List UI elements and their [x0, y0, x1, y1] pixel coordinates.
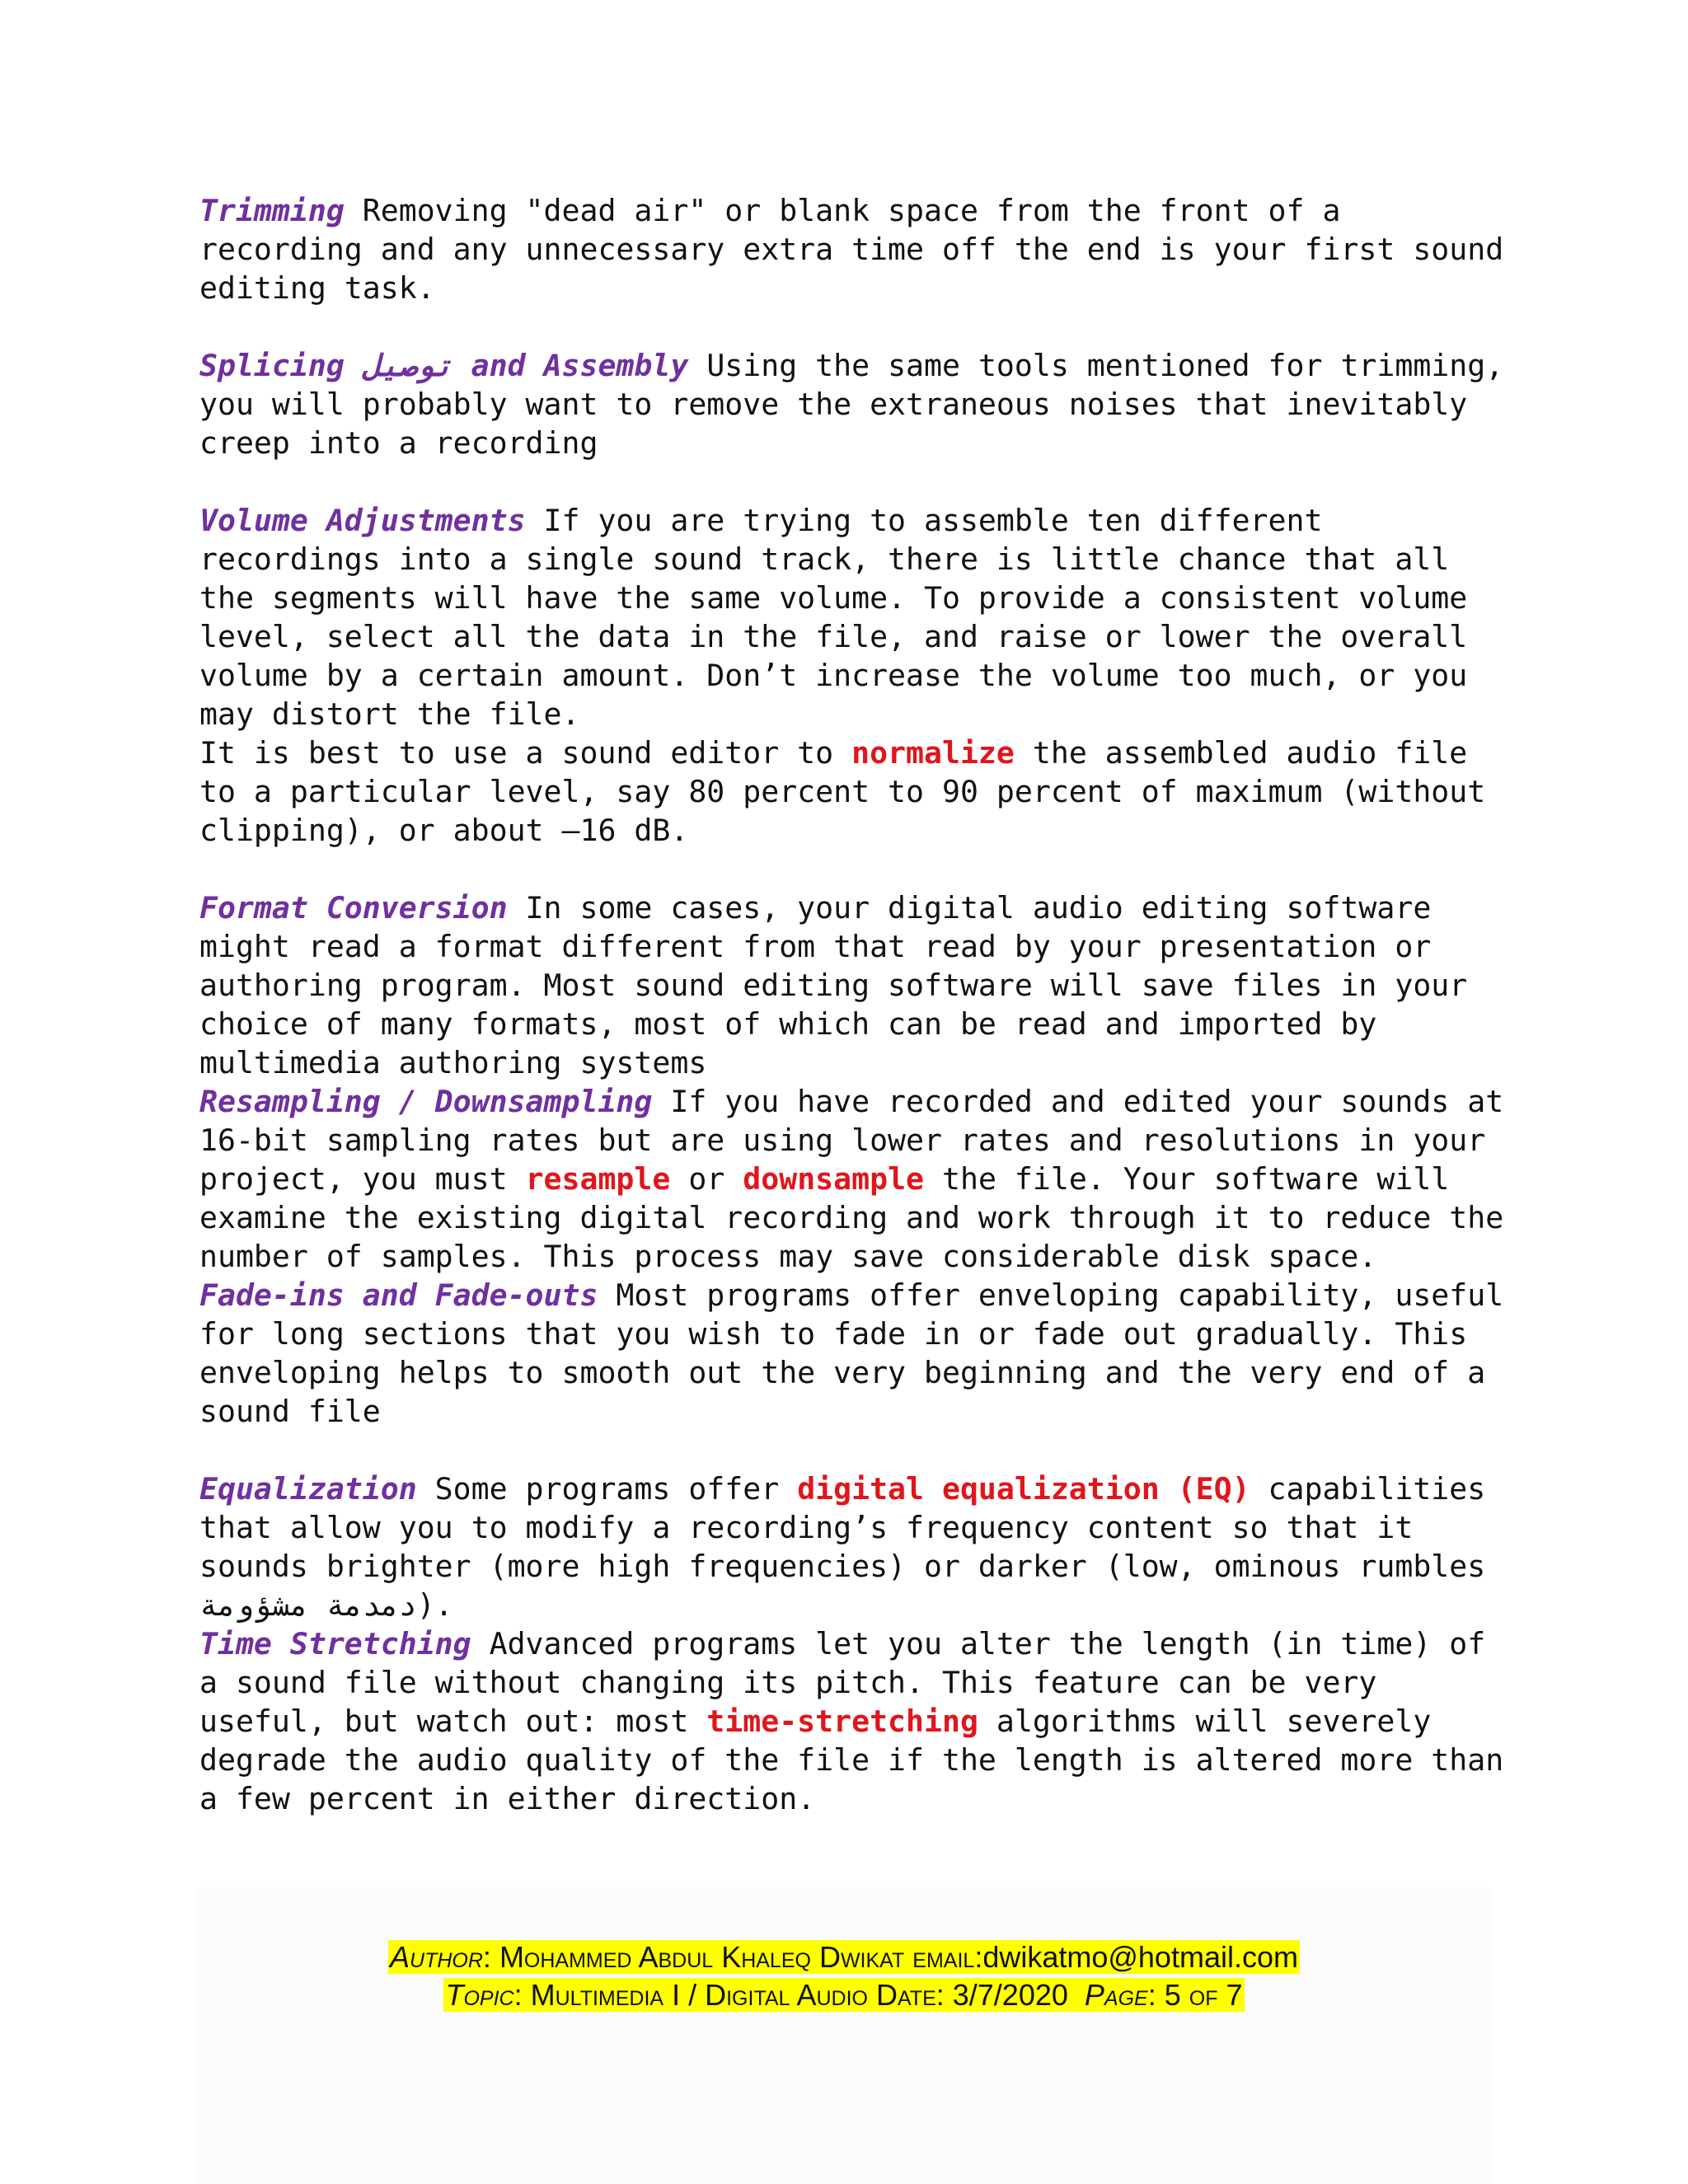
- time-stretching-text-a: Advanced programs let you alter the length (in time) of a sound file without changing its pitch. This feature can be very useful, but watch out: most: [199, 1626, 1486, 1739]
- volume-paragraph: [199, 501, 1518, 733]
- resampling-paragraph: [199, 1082, 1518, 1276]
- fade-text: Most programs offer enveloping capability, useful for long sections that you wish to fade in or fade out gradually. This enveloping helps to smooth out the very beginning and the very end of a sound file: [199, 1277, 1504, 1429]
- page-total: 7: [1226, 1978, 1243, 2012]
- page-footer: [0, 1938, 1688, 2014]
- highlight-digital-eq: digital equalization (EQ): [797, 1471, 1250, 1507]
- date-value: : 3/7/2020: [935, 1978, 1068, 2012]
- author-label: Author: [390, 1940, 483, 1974]
- splicing-text: Using the same tools mentioned for trimming, you will probably want to remove the extraneous noises that inevitably creep into a recording: [199, 348, 1504, 461]
- term-format-conversion: Format Conversion: [199, 890, 508, 926]
- term-fade: Fade-ins and Fade-outs: [199, 1277, 598, 1313]
- term-splicing: Splicing توصيل and Assembly: [199, 348, 689, 383]
- page-tint: [196, 1887, 1492, 2184]
- format-conversion-paragraph: [199, 888, 1518, 1082]
- format-conversion-text: In some cases, your digital audio editing software might read a format different from that read by your presentation or authoring program. Most sound editing software will save files in your choice of many formats, most of which can be read and imported by multimedia authoring systems: [199, 890, 1468, 1080]
- date-label: Date: [867, 1978, 936, 2012]
- trimming-text: Removing "dead air" or blank space from the front of a recording and any unnecessary extra time off the end is your first sound editing task.: [199, 193, 1504, 306]
- page-of: of: [1180, 1978, 1226, 2012]
- author-separator: :: [482, 1940, 499, 1974]
- highlight-normalize: normalize: [851, 735, 1015, 771]
- highlight-resample: resample: [525, 1161, 671, 1197]
- time-stretching-paragraph: [199, 1624, 1518, 1818]
- normalize-paragraph: [199, 733, 1518, 850]
- email-value: :dwikatmo@hotmail.com: [974, 1940, 1298, 1974]
- author-name: Mohammed Abdul Khaleq Dwikat: [499, 1940, 905, 1974]
- equalization-text-a: Some programs offer: [416, 1471, 798, 1507]
- page-label: Page: [1067, 1978, 1148, 2012]
- normalize-text-before: It is best to use a sound editor to: [199, 735, 852, 771]
- footer-line-topic: [0, 1976, 1688, 2014]
- term-equalization: Equalization: [199, 1471, 417, 1507]
- page-number: 5: [1164, 1978, 1181, 2012]
- term-time-stretching: Time Stretching: [199, 1626, 471, 1661]
- splicing-paragraph: [199, 346, 1518, 462]
- highlight-time-stretching: time-stretching: [706, 1704, 978, 1739]
- topic-value: Multimedia I / Digital Audio: [530, 1978, 868, 2012]
- equalization-text-b: capabilities that allow you to modify a recording’s frequency content so that it sounds brighter (more high frequencies) or darker (low, ominous rumbles دمدمة مشؤومة).: [199, 1471, 1486, 1623]
- term-volume-adjustments: Volume Adjustments: [199, 503, 526, 538]
- resampling-text-c: the file. Your software will examine the existing digital recording and work through it to reduce the number of samples. This process may save considerable disk space.: [199, 1161, 1504, 1274]
- resampling-text-b: or: [670, 1161, 743, 1197]
- trimming-paragraph: [199, 191, 1518, 307]
- term-resampling: Resampling / Downsampling: [199, 1084, 653, 1119]
- resampling-text-a: If you have recorded and edited your sounds at 16-bit sampling rates but are using lower rates and resolutions in your project, you must: [199, 1084, 1504, 1197]
- email-label: email: [904, 1940, 975, 1974]
- footer-line-author: [0, 1938, 1688, 1976]
- normalize-text-after: the assembled audio file to a particular level, say 80 percent to 90 percent of maximum (without clipping), or about –16 dB.: [199, 735, 1486, 848]
- topic-label: Topic: [445, 1978, 514, 2012]
- volume-text: If you are trying to assemble ten different recordings into a single sound track, there is little chance that all the segments will have the same volume. To provide a consistent volume level, select all the data in the file, and raise or lower the overall volume by a certain amount. Don’t increase the volume too much, or you may distort the file.: [199, 503, 1468, 732]
- topic-separator: :: [513, 1978, 531, 2012]
- fade-paragraph: [199, 1276, 1518, 1431]
- equalization-paragraph: [199, 1469, 1518, 1624]
- highlight-downsample: downsample: [743, 1161, 925, 1197]
- page-separator: :: [1147, 1978, 1165, 2012]
- document-body: [199, 191, 1518, 1818]
- term-trimming: Trimming: [199, 193, 345, 228]
- time-stretching-text-b: algorithms will severely degrade the audio quality of the file if the length is altered more than a few percent in either direction.: [199, 1704, 1504, 1816]
